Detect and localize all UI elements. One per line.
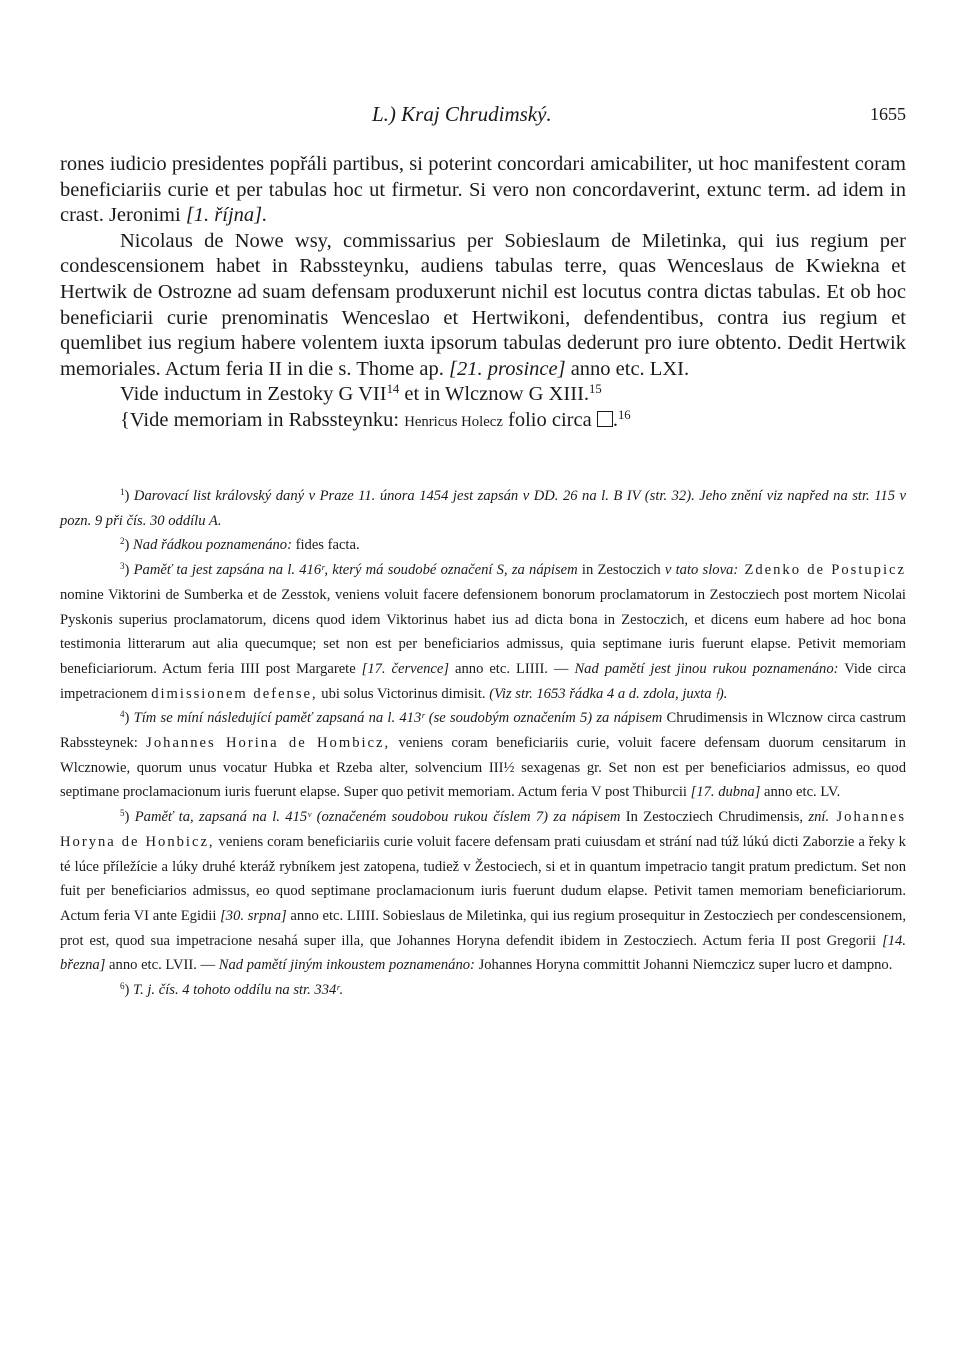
footnote-1: $^1$) Darovací list královský daný v Praze 11. února 1454 jest zapsán v DD. 26 na l. B IV (str. 32). Jeho znění viz napřed na str. 115 v pozn. 9 při čís. 30 oddílu A. (60, 487, 906, 529)
footnote-4-name: Johannes Horina de Hombicz, (146, 735, 391, 752)
footnote-4: $^4$) Tím se míní následující paměť zapsaná na l. 413ʳ (se soudobým označením 5) za nápisem Chrudimensis in Wlcznow circa castrum Rabssteynek: Johannes Horina de Hombicz, veniens coram beneficiariis curie, voluit facere defensam duorum censitarum in Wlcznowie, quorum unus vocatur Hubka et Rzeba alter, solvencium III½ sexagenas gr. Set non est per beneficiarios admissus, eo quod septimane proclamacionum iuris fuerunt elapse. Super quo petivit memoriam. Actum feria V post Thiburcii [17. dubna] anno etc. LV. (60, 709, 906, 801)
footnote-5-text: anno etc. LIIII. Sobieslaus de Miletinka, qui ius regium prosequitur in Zestocziech per condescensionem, prot est, quod sua impetracione nesahá super illa, que Johannes Horyna defendit ibidem in Zestocziech. Actum feria II post Gregorii (60, 907, 906, 949)
footnote-2-note: Nad řádkou poznamenáno: (133, 537, 292, 554)
vide-line-2-text: {Vide memoriam in Rabssteynku: (120, 408, 405, 431)
folio-mark-icon (597, 411, 613, 427)
footnote-4-text: Chrudimensis in Wlcznow circa castrum Rabssteynek: (60, 710, 906, 752)
paragraph-2-end: anno etc. LXI. (565, 357, 690, 380)
footnote-3-note: v tato slova: (664, 562, 739, 579)
vide-line-1-end: et in Wlcznow G XIII. (399, 383, 590, 406)
paragraph-2-text: Nicolaus de Nowe wsy, commissarius per Sobieslaum de Miletinka, qui ius regium per condescensionem habet in Rabssteynku, audiens tabulas terre, quas Wenceslaus de Kwiekna et Hertwik de Ostrozne ad suam defensam produxerunt nichil est locutus contra dictas tabulas. Et ob hoc beneficiarii curie prenominatis Wenceslao et Hertwikoni, defendentibus, contra ius regium et quemlibet ius regium habere volentem iuxta ipsorum tabulas dederunt pro iure obtento. Dedit Hertwik memoriales. Actum feria II in die s. Thome ap. (60, 229, 906, 380)
vide-line-2-end: folio circa (502, 408, 597, 431)
paragraph-2-date: [21. prosince] (449, 357, 566, 380)
vide-line-2: {Vide memoriam in Rabssteynku: Henricus Holecz folio circa .$^{16}$ (120, 407, 631, 431)
footnote-3-name: Zdenko de Postupicz (738, 562, 906, 579)
footnote-3-note: Paměť ta jest zapsána na l. 416ʳ, který má soudobé označení S, za nápisem (133, 562, 578, 579)
footnote-3-text: anno etc. LIIII. — (449, 660, 575, 677)
footnote-3: $^3$) Paměť ta jest zapsána na l. 416ʳ, který má soudobé označení S, za nápisem in Zestoczich v tato slova: Zdenko de Postupicz nomine Viktorini de Sumberka et de Zesstok, veniens voluit facere defensionem bonorum proclamatorum in Zestocziech post mortem Nicolai Pyskonis superius proclamatorum, dicens quod idem Viktorinus habet ius ad dicta bona in Zestoczich, et dicens eum habere ad hoc bona testimonia litterarum aut alia quecumque; set non est per beneficiarios admissus, quia septimane iuris fuerunt elapse. Petivit memoriam beneficiariorum. Actum feria IIII post Margarete [17. července] anno etc. LIIII. — Nad pamětí jest jinou rukou poznamenáno: Vide circa impetracionem dimissionem defense, ubi solus Victorinus dimisit. (Viz str. 1653 řádka 4 a d. zdola, juxta ⟊). (60, 561, 906, 702)
paragraph-1 (60, 152, 906, 229)
running-title: L.) Kraj Chrudimský. (372, 102, 552, 126)
footnote-3-date: [17. července] (361, 660, 450, 677)
footnote-mark: 4 (120, 709, 125, 720)
footnotes (60, 484, 906, 1003)
footnote-3-text: ubi solus Victorinus dimisit. (317, 685, 490, 702)
footnote-3-note: Nad pamětí jest jinou rukou poznamenáno: (574, 660, 839, 677)
footnote-3-text: in Zestoczich (577, 562, 665, 579)
footnote-2-text: fides facta. (291, 537, 360, 554)
footnote-ref-16: 16 (617, 407, 631, 422)
vide-line-1-text: Vide inductum in Zestoky G VII (120, 383, 387, 406)
main-text (60, 152, 906, 436)
footnote-ref-15: 15 (589, 382, 602, 397)
footnote-mark: 2 (120, 536, 125, 547)
footnote-3-text: Vide circa impetracionem (60, 660, 906, 702)
footnote-mark: 1 (120, 487, 125, 498)
vide-line-1 (60, 382, 906, 408)
footnote-3-note: (Viz str. 1653 řádka 4 a d. zdola, juxta ⟊). (489, 685, 728, 702)
footnote-5-text: Johannes Horyna committit Johanni Niemczicz super lucro et dampno. (474, 957, 893, 974)
footnote-5-date: [14. března] (60, 932, 906, 974)
footnote-mark: 6 (120, 981, 125, 992)
footnote-ref-14: 14 (386, 382, 400, 397)
footnote-4-note: Tím se míní následující paměť zapsaná na l. 413ʳ (se soudobým označením 5) za nápisem (133, 710, 663, 727)
footnote-2: $^2$) Nad řádkou poznamenáno: fides facta. (120, 536, 360, 554)
footnote-5-note: zní. (808, 809, 830, 826)
footnote-4-date: [17. dubna] (690, 784, 761, 801)
footnote-5: $^5$) Paměť ta, zapsaná na l. 415ᵛ (označeném soudobou rukou číslem 7) za nápisem In Zestocziech Chrudimensis, zní. Johannes Horyna de Honbicz, veniens coram beneficiariis curie voluit facere defensam prati cuiusdam et strání nad túž lúkú dicti Zaborzie a řeky k té lúce příležície a lúky druhé kteráž rybníkem jest zatopena, tudiež v Žestociech, si et in quantum impetracio tangit pratum predictum. Set non fuit per beneficiarios admissus, eo quod septimane proclamacionum iuris fuerunt dudum elapse. Petivit tamen memoriam beneficiariorum. Actum feria VI ante Egidii [30. srpna] anno etc. LIIII. Sobieslaus de Miletinka, qui ius regium prosequitur in Zestocziech per condescensionem, prot est, quod sua impetracione nesahá super illa, que Johannes Horyna defendit ibidem in Zestocziech. Actum feria II post Gregorii [14. března] anno etc. LVII. — Nad pamětí jiným inkoustem poznamenáno: Johannes Horyna committit Johanni Niemczicz super lucro et dampno. (60, 808, 906, 974)
page-header (60, 100, 906, 130)
footnote-5-note: Paměť ta, zapsaná na l. 415ᵛ (označeném soudobou rukou číslem 7) za nápisem (134, 809, 621, 826)
footnote-5-text: anno etc. LVII. — (105, 957, 219, 974)
footnote-5-text: veniens coram beneficiariis curie voluit facere defensam prati cuiusdam et strání nad túž lúkú dicti Zaborzie a řeky k té lúce příležície a lúky druhé kteráž rybníkem jest zatopena, tudiež v Žestociech, si et in quantum impetracio tangit pratum predictum. Set non fuit per beneficiarios admissus, eo quod septimane proclamacionum iuris fuerunt dudum elapse. Petivit tamen memoriam beneficiariorum. Actum feria VI ante Egidii (60, 833, 906, 924)
footnote-5-text: In Zestocziech Chrudimensis, (620, 809, 809, 826)
footnote-mark: 3 (120, 561, 125, 572)
page-number: 1655 (870, 104, 906, 124)
paragraph-1-date: [1. října]. (185, 204, 268, 227)
footnote-4-text: veniens coram beneficiariis curie, voluit facere defensam duorum censitarum in Wlcznowie, quorum unus vocatur Hubka et Rzeba alter, solvencium III½ sexagenas gr. Set non est per beneficiarios admissus, eo quod septimane proclamacionum iuris fuerunt elapse. Super quo petivit memoriam. Actum feria V post Thiburcii (60, 735, 906, 801)
footnote-4-text: anno etc. LV. (760, 784, 841, 801)
footnote-3-spaced: dimissionem defense, (151, 685, 318, 702)
footnote-5-name: Johannes Horyna de Honbicz, (60, 809, 906, 850)
footnote-5-note: Nad pamětí jiným inkoustem poznamenáno: (218, 957, 475, 974)
footnote-5-date: [30. srpna] (220, 907, 287, 924)
footnote-mark: 5 (120, 808, 125, 819)
vide-line-2-name: Henricus Holecz (404, 413, 503, 430)
footnote-6: $^6$) T. j. čís. 4 tohoto oddílu na str. 334ʳ. (120, 981, 344, 999)
footnote-3-text: nomine Viktorini de Sumberka et de Zesstok, veniens voluit facere defensionem bonorum proclamatorum in Zestocziech post mortem Nicolai Pyskonis superius proclamatorum, dicens quod idem Viktorinus habet ius ad dicta bona in Zestoczich, et dicens eum habere ad hoc bona testimonia litterarum aut alia quecumque; set non est per beneficiarios admissus, quia septimane iuris fuerunt elapse. Petivit memoriam beneficiariorum. Actum feria IIII post Margarete (60, 586, 906, 677)
paragraph-1-text: rones iudicio presidentes popřáli partibus, si poterint concordari amicabiliter, ut hoc manifestent coram beneficiariis curie et per tabulas hoc ut firmetur. Si vero non concordaverint, extunc term. ad idem in crast. Jeronimi (60, 153, 906, 227)
footnote-1-text: Darovací list královský daný v Praze 11. února 1454 jest zapsán v DD. 26 na l. B IV (str. 32). Jeho znění viz napřed na str. 115 v pozn. 9 při čís. 30 oddílu A. (60, 488, 906, 529)
paragraph-2 (60, 229, 906, 383)
footnote-6-text: T. j. čís. 4 tohoto oddílu na str. 334ʳ. (133, 982, 344, 999)
